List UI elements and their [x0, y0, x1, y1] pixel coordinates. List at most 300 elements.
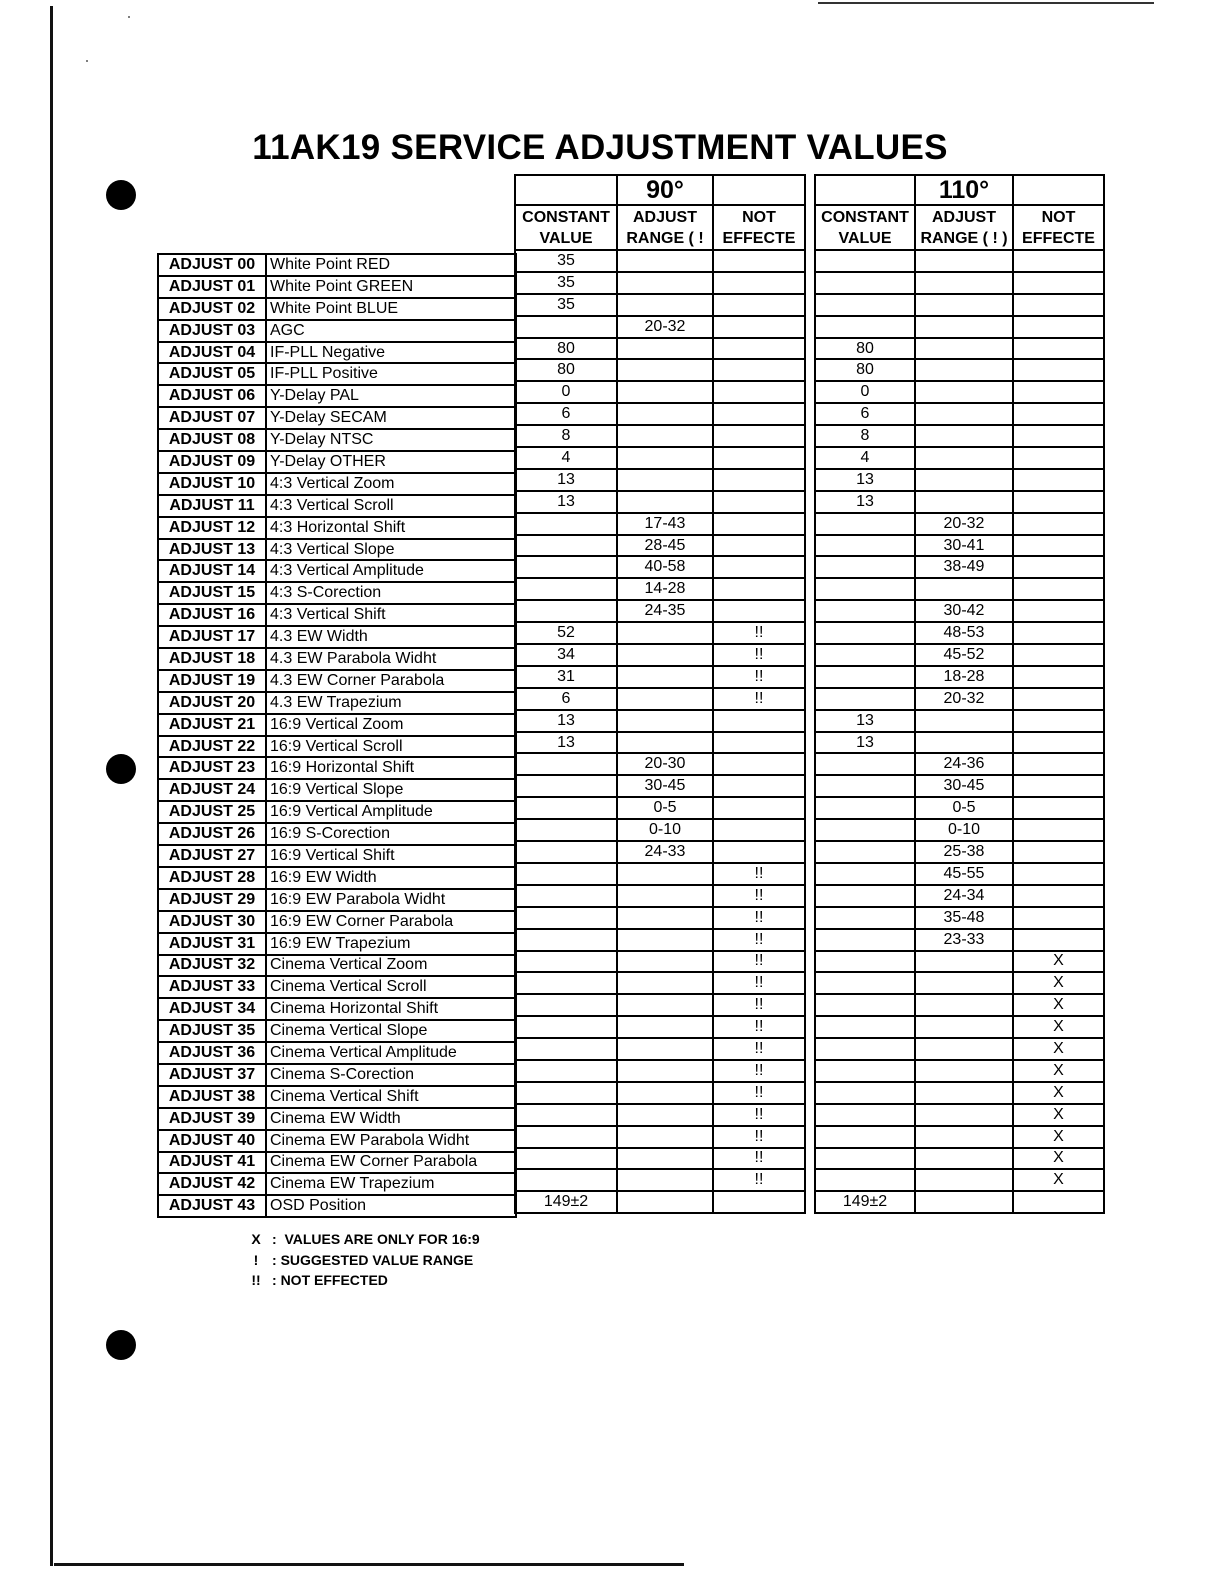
constant-value-cell: 13 [515, 710, 617, 732]
adjust-range-cell [617, 1126, 713, 1148]
table-row [815, 688, 1104, 710]
adjust-description: 4:3 S-Corection [266, 582, 516, 604]
adjust-description: 4:3 Vertical Scroll [266, 495, 516, 517]
not-effected-cell: !! [713, 885, 805, 907]
adjust-description: 16:9 Horizontal Shift [266, 757, 516, 779]
adjust-range-cell [915, 1082, 1013, 1104]
constant-value-cell [815, 1169, 915, 1191]
not-effected-cell: !! [713, 1016, 805, 1038]
adjust-range-cell [617, 622, 713, 644]
adjust-range-cell [617, 403, 713, 425]
adjust-id: ADJUST 38 [158, 1086, 266, 1108]
adjust-range-cell [617, 425, 713, 447]
adjust-description: Cinema EW Parabola Widht [266, 1130, 516, 1152]
adjust-description: 16:9 Vertical Amplitude [266, 801, 516, 823]
table-row [158, 1152, 516, 1174]
adjust-range-cell [915, 1104, 1013, 1126]
table-row [158, 1195, 516, 1217]
table-row [515, 556, 805, 578]
constant-value-cell: 13 [515, 491, 617, 513]
adjust-range-cell: 38-49 [915, 556, 1013, 578]
not-effected-cell [1013, 294, 1104, 316]
not-effected-cell: !! [713, 1148, 805, 1170]
adjust-id: ADJUST 40 [158, 1130, 266, 1152]
legend-item: ! : SUGGESTED VALUE RANGE [253, 1251, 474, 1268]
constant-value-cell [515, 951, 617, 973]
not-effected-cell [1013, 666, 1104, 688]
legend-item: !! : NOT EFFECTED [251, 1272, 388, 1288]
adjust-description: Cinema S-Corection [266, 1064, 516, 1086]
not-effected-cell: X [1013, 1082, 1104, 1104]
adjust-range-cell [915, 1169, 1013, 1191]
adjust-id: ADJUST 17 [158, 626, 266, 648]
table-row [815, 338, 1104, 360]
table-row [815, 753, 1104, 775]
table-row [515, 753, 805, 775]
group-heading-90: 90° [617, 175, 713, 205]
table-row [515, 710, 805, 732]
table-row [515, 929, 805, 951]
adjust-description: Cinema Vertical Slope [266, 1020, 516, 1042]
adjust-id: ADJUST 09 [158, 451, 266, 473]
adjust-range-cell [617, 1038, 713, 1060]
table-row [158, 254, 516, 276]
adjust-description: 16:9 Vertical Scroll [266, 736, 516, 758]
not-effected-cell: !! [713, 666, 805, 688]
not-effected-cell [1013, 513, 1104, 535]
constant-value-cell: 80 [815, 338, 915, 360]
not-effected-cell [1013, 316, 1104, 338]
adjust-id: ADJUST 11 [158, 495, 266, 517]
adjust-range-cell: 45-52 [915, 644, 1013, 666]
adjust-range-cell [915, 316, 1013, 338]
table-row [815, 1126, 1104, 1148]
constant-value-cell [815, 929, 915, 951]
constant-value-cell: 149±2 [515, 1191, 617, 1213]
adjust-range-cell [915, 425, 1013, 447]
constant-value-cell: 13 [515, 732, 617, 754]
adjust-range-cell [915, 469, 1013, 491]
table-row [158, 867, 516, 889]
table-row [815, 403, 1104, 425]
table-row [515, 951, 805, 973]
table-row [515, 1148, 805, 1170]
constant-value-cell [815, 1016, 915, 1038]
not-effected-cell [1013, 819, 1104, 841]
table-row [815, 513, 1104, 535]
adjust-range-cell [915, 447, 1013, 469]
constant-value-cell: 13 [815, 469, 915, 491]
not-effected-cell [713, 316, 805, 338]
constant-value-cell [815, 600, 915, 622]
table-row [815, 885, 1104, 907]
table-row [158, 298, 516, 320]
constant-value-cell [515, 841, 617, 863]
adjust-id: ADJUST 01 [158, 276, 266, 298]
adjust-range-cell [915, 381, 1013, 403]
adjust-range-cell [617, 710, 713, 732]
constant-value-cell: 13 [815, 491, 915, 513]
constant-value-cell [515, 972, 617, 994]
values-table-110 [814, 174, 1105, 1214]
adjust-id: ADJUST 10 [158, 473, 266, 495]
adjust-id: ADJUST 29 [158, 889, 266, 911]
adjust-range-cell: 48-53 [915, 622, 1013, 644]
table-row [158, 692, 516, 714]
adjust-description: Cinema EW Width [266, 1108, 516, 1130]
table-row [815, 1104, 1104, 1126]
constant-value-cell: 0 [515, 381, 617, 403]
adjust-range-cell [617, 469, 713, 491]
adjust-range-cell: 20-30 [617, 753, 713, 775]
table-row [158, 363, 516, 385]
table-row [815, 316, 1104, 338]
not-effected-cell [1013, 469, 1104, 491]
table-row [515, 885, 805, 907]
adjust-description: Cinema EW Trapezium [266, 1173, 516, 1195]
adjust-description: Cinema EW Corner Parabola [266, 1152, 516, 1174]
adjust-id: ADJUST 26 [158, 823, 266, 845]
table-row [815, 381, 1104, 403]
constant-value-cell [815, 622, 915, 644]
not-effected-cell: !! [713, 1060, 805, 1082]
table-row [515, 841, 805, 863]
table-row [158, 385, 516, 407]
table-row [515, 688, 805, 710]
adjust-description: 4:3 Vertical Amplitude [266, 560, 516, 582]
not-effected-cell [713, 250, 805, 272]
adjust-range-cell [617, 885, 713, 907]
table-row [815, 425, 1104, 447]
table-row [515, 907, 805, 929]
adjust-description: Y-Delay PAL [266, 385, 516, 407]
adjust-id: ADJUST 16 [158, 604, 266, 626]
constant-value-cell: 35 [515, 294, 617, 316]
adjust-id: ADJUST 36 [158, 1042, 266, 1064]
adjust-range-cell [915, 272, 1013, 294]
page-title: 11AK19 SERVICE ADJUSTMENT VALUES [252, 128, 948, 167]
constant-value-cell: 8 [815, 425, 915, 447]
adjust-description: Cinema Vertical Shift [266, 1086, 516, 1108]
table-row [158, 582, 516, 604]
not-effected-cell: !! [713, 1126, 805, 1148]
adjust-range-cell: 30-42 [915, 600, 1013, 622]
table-row [158, 911, 516, 933]
not-effected-cell [1013, 491, 1104, 513]
not-effected-cell [1013, 622, 1104, 644]
not-effected-cell [1013, 644, 1104, 666]
not-effected-cell [713, 447, 805, 469]
adjust-description: White Point RED [266, 254, 516, 276]
adjust-id: ADJUST 39 [158, 1108, 266, 1130]
adjust-range-cell [915, 732, 1013, 754]
not-effected-cell: X [1013, 1016, 1104, 1038]
adjust-id: ADJUST 04 [158, 342, 266, 364]
adjust-id: ADJUST 15 [158, 582, 266, 604]
adjust-range-cell: 20-32 [915, 513, 1013, 535]
constant-value-cell [815, 535, 915, 557]
table-row [158, 429, 516, 451]
adjust-range-cell [617, 250, 713, 272]
table-row [815, 1148, 1104, 1170]
adjust-range-cell [915, 250, 1013, 272]
constant-value-cell: 13 [515, 469, 617, 491]
not-effected-cell [713, 819, 805, 841]
table-row [815, 1060, 1104, 1082]
adjust-id: ADJUST 08 [158, 429, 266, 451]
adjust-id: ADJUST 20 [158, 692, 266, 714]
not-effected-cell [1013, 425, 1104, 447]
not-effected-cell [713, 535, 805, 557]
constant-value-cell [515, 600, 617, 622]
constant-value-cell [515, 929, 617, 951]
constant-value-cell [815, 316, 915, 338]
constant-value-cell: 13 [815, 710, 915, 732]
constant-value-cell [815, 578, 915, 600]
table-row [515, 666, 805, 688]
table-row [515, 535, 805, 557]
not-effected-cell: !! [713, 972, 805, 994]
not-effected-cell [1013, 797, 1104, 819]
table-row [515, 338, 805, 360]
adjust-range-cell [915, 1038, 1013, 1060]
adjust-description: 4:3 Vertical Shift [266, 604, 516, 626]
adjust-description: White Point GREEN [266, 276, 516, 298]
not-effected-cell: !! [713, 951, 805, 973]
constant-value-cell: 31 [515, 666, 617, 688]
not-effected-cell [1013, 338, 1104, 360]
adjust-id: ADJUST 43 [158, 1195, 266, 1217]
table-row [815, 732, 1104, 754]
constant-value-cell: 8 [515, 425, 617, 447]
adjust-range-cell [915, 1191, 1013, 1213]
punch-hole-bottom [106, 1330, 136, 1360]
adjust-range-cell [617, 907, 713, 929]
constant-value-cell [515, 1038, 617, 1060]
adjust-range-cell: 24-36 [915, 753, 1013, 775]
not-effected-cell: !! [713, 644, 805, 666]
table-row [815, 1038, 1104, 1060]
table-row [815, 556, 1104, 578]
constant-value-cell [515, 863, 617, 885]
table-row [515, 1060, 805, 1082]
punch-hole-top [106, 180, 136, 210]
adjust-id: ADJUST 12 [158, 517, 266, 539]
table-row [158, 604, 516, 626]
not-effected-cell [713, 403, 805, 425]
constant-value-cell [815, 1060, 915, 1082]
not-effected-cell: X [1013, 994, 1104, 1016]
not-effected-cell [1013, 1191, 1104, 1213]
table-row [158, 845, 516, 867]
table-row [815, 863, 1104, 885]
not-effected-cell: X [1013, 1060, 1104, 1082]
table-row [515, 381, 805, 403]
not-effected-cell [1013, 600, 1104, 622]
adjust-range-cell [915, 710, 1013, 732]
adjust-description: 16:9 Vertical Zoom [266, 714, 516, 736]
not-effected-cell [713, 841, 805, 863]
constant-value-cell [815, 753, 915, 775]
adjust-range-cell [617, 688, 713, 710]
adjust-description: 4.3 EW Trapezium [266, 692, 516, 714]
not-effected-cell [713, 600, 805, 622]
constant-value-cell: 6 [815, 403, 915, 425]
not-effected-cell [713, 556, 805, 578]
adjust-description: 16:9 S-Corection [266, 823, 516, 845]
table-row [815, 710, 1104, 732]
not-effected-cell [713, 1191, 805, 1213]
table-row [815, 250, 1104, 272]
adjust-id: ADJUST 19 [158, 670, 266, 692]
adjust-range-cell [617, 1191, 713, 1213]
legend [240, 1229, 480, 1291]
adjust-id: ADJUST 05 [158, 363, 266, 385]
adjust-range-cell: 14-28 [617, 578, 713, 600]
adjust-id: ADJUST 32 [158, 955, 266, 977]
adjust-description: OSD Position [266, 1195, 516, 1217]
constant-value-cell [815, 863, 915, 885]
adjust-description: 4.3 EW Corner Parabola [266, 670, 516, 692]
not-effected-cell: X [1013, 951, 1104, 973]
table-row [158, 889, 516, 911]
table-row [515, 863, 805, 885]
constant-value-cell [815, 556, 915, 578]
table-row [815, 841, 1104, 863]
table-row [158, 560, 516, 582]
adjust-description: 4:3 Vertical Slope [266, 539, 516, 561]
table-row [815, 907, 1104, 929]
not-effected-cell [713, 469, 805, 491]
not-effected-cell [713, 294, 805, 316]
constant-value-cell: 0 [815, 381, 915, 403]
table-row [158, 407, 516, 429]
adjust-id: ADJUST 25 [158, 801, 266, 823]
constant-value-cell [515, 556, 617, 578]
adjust-id: ADJUST 22 [158, 736, 266, 758]
column-header-adjust-range: ADJUST RANGE ( ! ) [915, 205, 1013, 250]
adjust-id: ADJUST 31 [158, 933, 266, 955]
table-row [515, 1104, 805, 1126]
constant-value-cell: 149±2 [815, 1191, 915, 1213]
adjust-description: 16:9 EW Width [266, 867, 516, 889]
table-row [515, 819, 805, 841]
adjust-id: ADJUST 30 [158, 911, 266, 933]
table-row [515, 1169, 805, 1191]
not-effected-cell [1013, 535, 1104, 557]
adjust-description: 16:9 EW Trapezium [266, 933, 516, 955]
constant-value-cell [515, 797, 617, 819]
adjust-id: ADJUST 42 [158, 1173, 266, 1195]
table-row [515, 513, 805, 535]
table-row [515, 491, 805, 513]
not-effected-cell [1013, 381, 1104, 403]
adjust-description: IF-PLL Negative [266, 342, 516, 364]
constant-value-cell [815, 688, 915, 710]
table-row [515, 600, 805, 622]
adjust-range-cell [617, 929, 713, 951]
values-table-90 [514, 174, 806, 1214]
not-effected-cell: !! [713, 1038, 805, 1060]
constant-value-cell: 80 [515, 359, 617, 381]
table-row [158, 473, 516, 495]
not-effected-cell: !! [713, 1082, 805, 1104]
not-effected-cell [1013, 885, 1104, 907]
not-effected-cell [1013, 403, 1104, 425]
punch-hole-middle [106, 754, 136, 784]
group-spacer [515, 175, 617, 205]
table-row [815, 272, 1104, 294]
not-effected-cell [713, 578, 805, 600]
table-row [158, 320, 516, 342]
table-row [515, 797, 805, 819]
table-row [815, 819, 1104, 841]
constant-value-cell [515, 819, 617, 841]
not-effected-cell: X [1013, 1038, 1104, 1060]
not-effected-cell [1013, 929, 1104, 951]
not-effected-cell [1013, 272, 1104, 294]
table-row [815, 1169, 1104, 1191]
constant-value-cell [515, 1126, 617, 1148]
adjust-description: Y-Delay NTSC [266, 429, 516, 451]
not-effected-cell: X [1013, 1126, 1104, 1148]
table-row [815, 994, 1104, 1016]
table-row [515, 1082, 805, 1104]
adjust-range-cell [915, 951, 1013, 973]
constant-value-cell [815, 272, 915, 294]
table-row [815, 600, 1104, 622]
adjust-id: ADJUST 13 [158, 539, 266, 561]
constant-value-cell [815, 972, 915, 994]
constant-value-cell [515, 1082, 617, 1104]
adjust-id: ADJUST 21 [158, 714, 266, 736]
adjust-range-cell [915, 1016, 1013, 1038]
not-effected-cell: !! [713, 622, 805, 644]
constant-value-cell [515, 1104, 617, 1126]
not-effected-cell: !! [713, 1169, 805, 1191]
constant-value-cell [815, 775, 915, 797]
adjust-description: Y-Delay SECAM [266, 407, 516, 429]
table-row [515, 316, 805, 338]
adjust-range-cell [617, 359, 713, 381]
constant-value-cell [815, 1126, 915, 1148]
table-row [515, 1038, 805, 1060]
constant-value-cell [515, 1060, 617, 1082]
table-row [815, 1191, 1104, 1213]
constant-value-cell [815, 1038, 915, 1060]
table-row [515, 732, 805, 754]
constant-value-cell [815, 1148, 915, 1170]
adjust-id: ADJUST 27 [158, 845, 266, 867]
table-row [815, 359, 1104, 381]
adjust-range-cell: 30-45 [915, 775, 1013, 797]
adjust-range-cell [617, 338, 713, 360]
constant-value-cell [815, 819, 915, 841]
table-row [515, 994, 805, 1016]
adjust-description: 16:9 EW Corner Parabola [266, 911, 516, 933]
adjustment-labels-table [157, 253, 517, 1218]
table-row [158, 998, 516, 1020]
adjust-id: ADJUST 41 [158, 1152, 266, 1174]
adjust-id: ADJUST 33 [158, 976, 266, 998]
adjust-range-cell [617, 294, 713, 316]
table-row [815, 666, 1104, 688]
adjust-range-cell: 0-10 [617, 819, 713, 841]
not-effected-cell [713, 338, 805, 360]
table-row [158, 670, 516, 692]
adjust-range-cell [617, 951, 713, 973]
not-effected-cell [713, 710, 805, 732]
